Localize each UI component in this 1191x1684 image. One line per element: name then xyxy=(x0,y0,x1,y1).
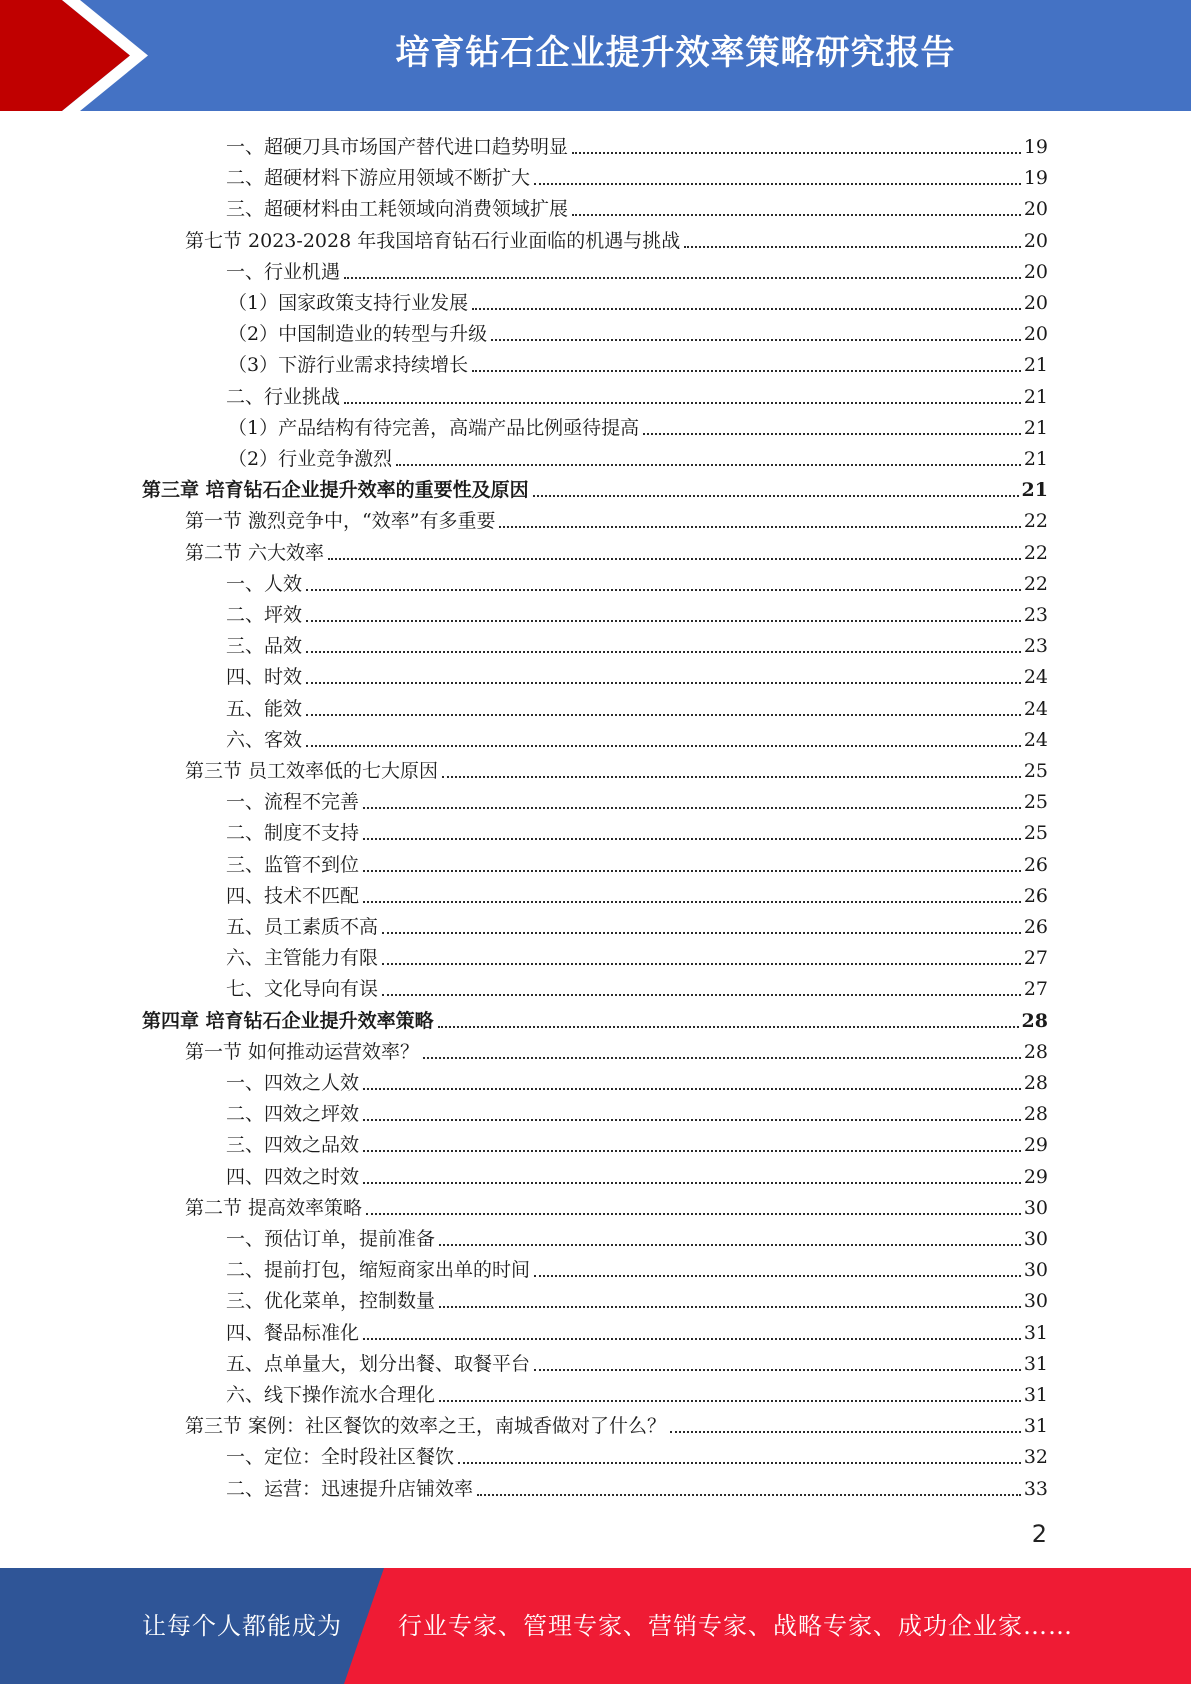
toc-entry-title: 三、品效 xyxy=(226,635,303,658)
toc-entry-page: 20 xyxy=(1023,260,1048,283)
toc-entry-title: 一、行业机遇 xyxy=(226,260,341,283)
toc-dot-leader xyxy=(533,495,1019,497)
toc-entry-title: 二、制度不支持 xyxy=(226,822,360,845)
toc-dot-leader xyxy=(684,246,1021,248)
toc-dot-leader xyxy=(306,745,1021,747)
toc-entry[interactable] xyxy=(185,534,1048,565)
toc-entry-page: 27 xyxy=(1023,947,1048,970)
toc-entry-page: 28 xyxy=(1023,1040,1048,1063)
toc-entry[interactable] xyxy=(185,1189,1048,1220)
report-title: 培育钻石企业提升效率策略研究报告 xyxy=(395,33,956,73)
toc-entry-title: 四、时效 xyxy=(226,666,303,689)
toc-entry-page: 24 xyxy=(1023,728,1048,751)
toc-entry-page: 21 xyxy=(1023,416,1048,439)
toc-dot-leader xyxy=(363,901,1021,903)
toc-entry-page: 20 xyxy=(1023,323,1048,346)
toc-entry-page: 24 xyxy=(1023,697,1048,720)
toc-entry-page: 23 xyxy=(1023,604,1048,626)
toc-entry-page: 27 xyxy=(1023,978,1048,1001)
toc-dot-leader xyxy=(439,1244,1021,1246)
page-header xyxy=(0,0,1191,111)
toc-dot-leader xyxy=(363,838,1021,840)
footer-slogan-right: 行业专家、管理专家、营销专家、战略专家、成功企业家…… xyxy=(398,1612,1073,1640)
toc-entry-page: 30 xyxy=(1023,1290,1048,1313)
toc-entry-title: 二、行业挑战 xyxy=(226,385,341,408)
toc-entry[interactable] xyxy=(226,1251,1048,1282)
toc-dot-leader xyxy=(439,1400,1021,1402)
toc-entry-title: 四、餐品标准化 xyxy=(226,1321,360,1344)
header-chevron-icon xyxy=(0,0,160,111)
toc-entry-title: 六、线下操作流水合理化 xyxy=(226,1384,436,1406)
toc-dot-leader xyxy=(382,932,1021,934)
toc-entry-page: 22 xyxy=(1023,541,1048,564)
toc-entry[interactable] xyxy=(226,1158,1048,1189)
toc-entry-title: （1）产品结构有待完善，高端产品比例亟待提高 xyxy=(228,416,640,439)
toc-dot-leader xyxy=(534,183,1021,185)
toc-entry-title: 二、超硬材料下游应用领域不断扩大 xyxy=(226,167,531,190)
toc-entry[interactable] xyxy=(226,1220,1048,1251)
toc-entry-page: 20 xyxy=(1023,198,1048,221)
toc-dot-leader xyxy=(306,714,1021,716)
toc-entry[interactable] xyxy=(142,1002,1048,1033)
toc-entry-title: 二、运营：迅速提升店铺效率 xyxy=(226,1477,474,1500)
toc-entry-page: 33 xyxy=(1023,1477,1048,1500)
toc-entry[interactable] xyxy=(226,128,1048,159)
toc-entry[interactable] xyxy=(142,471,1048,502)
toc-entry-page: 24 xyxy=(1023,666,1048,689)
toc-entry-title: 一、定位：全时段社区餐饮 xyxy=(226,1446,455,1469)
toc-entry-page: 30 xyxy=(1023,1259,1048,1282)
toc-dot-leader xyxy=(382,963,1021,965)
toc-dot-leader xyxy=(442,776,1021,778)
toc-dot-leader xyxy=(477,1494,1021,1496)
toc-entry[interactable] xyxy=(226,378,1048,409)
toc-entry[interactable] xyxy=(226,627,1048,658)
toc-entry[interactable] xyxy=(226,1376,1048,1407)
toc-dot-leader xyxy=(572,214,1021,216)
toc-dot-leader xyxy=(363,1150,1021,1152)
toc-entry-page: 32 xyxy=(1023,1446,1048,1469)
toc-entry-title: 三、四效之品效 xyxy=(226,1134,360,1157)
toc-entry-page: 20 xyxy=(1023,229,1048,252)
toc-entry-title: 第二节 六大效率 xyxy=(185,541,325,564)
toc-dot-leader xyxy=(534,1275,1021,1277)
toc-entry-page: 26 xyxy=(1023,884,1048,907)
toc-entry[interactable] xyxy=(226,970,1048,1001)
toc-entry-page: 21 xyxy=(1023,448,1048,470)
toc-entry[interactable] xyxy=(185,752,1048,783)
toc-entry-title: 三、监管不到位 xyxy=(226,853,360,876)
toc-dot-leader xyxy=(363,1119,1021,1121)
toc-entry-page: 21 xyxy=(1023,354,1048,377)
toc-entry-title: 二、提前打包，缩短商家出单的时间 xyxy=(226,1259,531,1282)
toc-entry[interactable] xyxy=(226,1470,1048,1501)
toc-dot-leader xyxy=(328,558,1021,560)
toc-entry-page: 31 xyxy=(1023,1415,1048,1438)
toc-entry[interactable] xyxy=(226,1345,1048,1376)
toc-entry[interactable] xyxy=(226,846,1048,877)
toc-entry[interactable] xyxy=(226,190,1048,221)
toc-entry-title: 五、能效 xyxy=(226,697,303,720)
toc-entry[interactable] xyxy=(226,253,1048,284)
toc-dot-leader xyxy=(439,1306,1021,1308)
toc-entry-title: （1）国家政策支持行业发展 xyxy=(228,292,469,314)
toc-entry-page: 25 xyxy=(1023,822,1048,845)
toc-dot-leader xyxy=(366,1213,1021,1215)
toc-dot-leader xyxy=(572,152,1021,154)
toc-entry[interactable] xyxy=(226,1282,1048,1313)
toc-entry-page: 31 xyxy=(1023,1321,1048,1344)
toc-entry-page: 21 xyxy=(1023,385,1048,408)
toc-entry[interactable] xyxy=(226,565,1048,596)
toc-entry-page: 28 xyxy=(1023,1072,1048,1094)
page-footer xyxy=(0,1568,1191,1684)
toc-dot-leader xyxy=(344,402,1021,404)
toc-dot-leader xyxy=(499,526,1020,528)
toc-entry-title: 六、客效 xyxy=(226,728,303,751)
page-number: 2 xyxy=(1031,1520,1047,1548)
toc-entry-page: 26 xyxy=(1023,916,1048,938)
toc-entry-page: 19 xyxy=(1023,136,1048,158)
toc-dot-leader xyxy=(306,682,1021,684)
toc-dot-leader xyxy=(363,1338,1021,1340)
toc-entry-page: 26 xyxy=(1023,853,1048,876)
toc-dot-leader xyxy=(363,1182,1021,1184)
toc-entry-title: 五、点单量大，划分出餐、取餐平台 xyxy=(226,1352,531,1375)
toc-entry-title: 第三章 培育钻石企业提升效率的重要性及原因 xyxy=(142,479,529,502)
toc-entry[interactable] xyxy=(228,409,1048,440)
toc-entry[interactable] xyxy=(226,658,1048,689)
toc-dot-leader xyxy=(306,620,1021,622)
toc-entry-page: 31 xyxy=(1023,1384,1048,1406)
toc-entry[interactable] xyxy=(228,284,1048,315)
toc-dot-leader xyxy=(363,807,1021,809)
toc-entry-title: 第二节 提高效率策略 xyxy=(185,1196,363,1219)
toc-entry-page: 29 xyxy=(1023,1165,1048,1188)
toc-entry[interactable] xyxy=(185,222,1048,253)
toc-entry-page: 20 xyxy=(1023,292,1048,314)
toc-dot-leader xyxy=(458,1462,1021,1464)
toc-entry[interactable] xyxy=(226,939,1048,970)
toc-entry[interactable] xyxy=(185,1033,1048,1064)
toc-dot-leader xyxy=(643,433,1021,435)
toc-entry[interactable] xyxy=(226,1126,1048,1157)
toc-entry-title: 一、预估订单，提前准备 xyxy=(226,1228,436,1250)
toc-entry-title: 第三节 案例：社区餐饮的效率之王，南城香做对了什么？ xyxy=(185,1415,667,1438)
toc-entry-title: 二、坪效 xyxy=(226,604,303,626)
toc-entry[interactable] xyxy=(185,1407,1048,1438)
toc-dot-leader xyxy=(363,870,1021,872)
toc-dot-leader xyxy=(396,464,1021,466)
toc-entry[interactable] xyxy=(226,814,1048,845)
toc-entry[interactable] xyxy=(226,596,1048,627)
toc-entry-title: 六、主管能力有限 xyxy=(226,947,379,970)
toc-entry[interactable] xyxy=(226,159,1048,190)
toc-entry-title: 七、文化导向有误 xyxy=(226,978,379,1001)
footer-slogan-left: 让每个人都能成为 xyxy=(142,1612,342,1640)
toc-dot-leader xyxy=(438,1026,1019,1028)
toc-entry-title: 二、四效之坪效 xyxy=(226,1103,360,1126)
toc-entry[interactable] xyxy=(228,315,1048,346)
toc-dot-leader xyxy=(306,589,1021,591)
toc-entry-title: 三、超硬材料由工耗领域向消费领域扩展 xyxy=(226,198,569,221)
toc-entry[interactable] xyxy=(228,346,1048,377)
toc-entry-page: 25 xyxy=(1023,791,1048,814)
toc-entry-title: （2）中国制造业的转型与升级 xyxy=(228,323,488,346)
toc-entry[interactable] xyxy=(226,721,1048,752)
toc-entry-page: 25 xyxy=(1023,760,1048,782)
toc-entry-title: 第一节 激烈竞争中，“效率”有多重要 xyxy=(185,510,496,533)
toc-entry-title: 第四章 培育钻石企业提升效率策略 xyxy=(142,1009,434,1032)
toc-entry[interactable] xyxy=(226,783,1048,814)
toc-entry-page: 31 xyxy=(1023,1352,1048,1375)
toc-dot-leader xyxy=(472,308,1021,310)
toc-entry[interactable] xyxy=(228,440,1048,471)
toc-dot-leader xyxy=(670,1431,1021,1433)
toc-entry[interactable] xyxy=(226,877,1048,908)
toc-entry[interactable] xyxy=(226,1438,1048,1469)
toc-dot-leader xyxy=(363,1088,1021,1090)
toc-entry-title: （3）下游行业需求持续增长 xyxy=(228,354,469,377)
toc-entry[interactable] xyxy=(185,502,1048,533)
toc-entry-page: 28 xyxy=(1023,1103,1048,1126)
toc-entry-title: 四、四效之时效 xyxy=(226,1165,360,1188)
toc-dot-leader xyxy=(472,370,1021,372)
toc-entry-page: 29 xyxy=(1023,1134,1048,1157)
toc-dot-leader xyxy=(306,651,1021,653)
toc-entry-title: 三、优化菜单，控制数量 xyxy=(226,1290,436,1313)
toc-entry-title: 第七节 2023-2028 年我国培育钻石行业面临的机遇与挑战 xyxy=(185,229,681,252)
toc-entry-title: 第一节 如何推动运营效率？ xyxy=(185,1040,420,1063)
toc-entry[interactable] xyxy=(226,690,1048,721)
toc-entry-title: 五、员工素质不高 xyxy=(226,916,379,938)
toc-dot-leader xyxy=(344,277,1021,279)
toc-entry-page: 21 xyxy=(1021,479,1048,502)
toc-entry-page: 28 xyxy=(1021,1009,1048,1032)
toc-entry-page: 23 xyxy=(1023,635,1048,658)
toc-dot-leader xyxy=(491,339,1021,341)
toc-entry-page: 19 xyxy=(1023,167,1048,190)
toc-dot-leader xyxy=(423,1057,1021,1059)
toc-dot-leader xyxy=(534,1369,1021,1371)
toc-dot-leader xyxy=(382,994,1021,996)
toc-entry-page: 30 xyxy=(1023,1228,1048,1250)
toc-entry[interactable] xyxy=(226,1314,1048,1345)
toc-entry-title: 一、流程不完善 xyxy=(226,791,360,814)
toc-entry-page: 22 xyxy=(1023,510,1048,533)
toc-entry[interactable] xyxy=(226,1095,1048,1126)
toc-entry-title: （2）行业竞争激烈 xyxy=(228,448,393,470)
toc-entry-title: 第三节 员工效率低的七大原因 xyxy=(185,760,439,782)
toc-entry-page: 22 xyxy=(1023,572,1048,595)
toc-entry-title: 一、四效之人效 xyxy=(226,1072,360,1094)
toc-entry-title: 一、超硬刀具市场国产替代进口趋势明显 xyxy=(226,136,569,158)
toc-entry-page: 30 xyxy=(1023,1196,1048,1219)
toc-entry-title: 一、人效 xyxy=(226,572,303,595)
toc-entry-title: 四、技术不匹配 xyxy=(226,884,360,907)
toc-entry[interactable] xyxy=(226,1064,1048,1095)
toc-entry[interactable] xyxy=(226,908,1048,939)
